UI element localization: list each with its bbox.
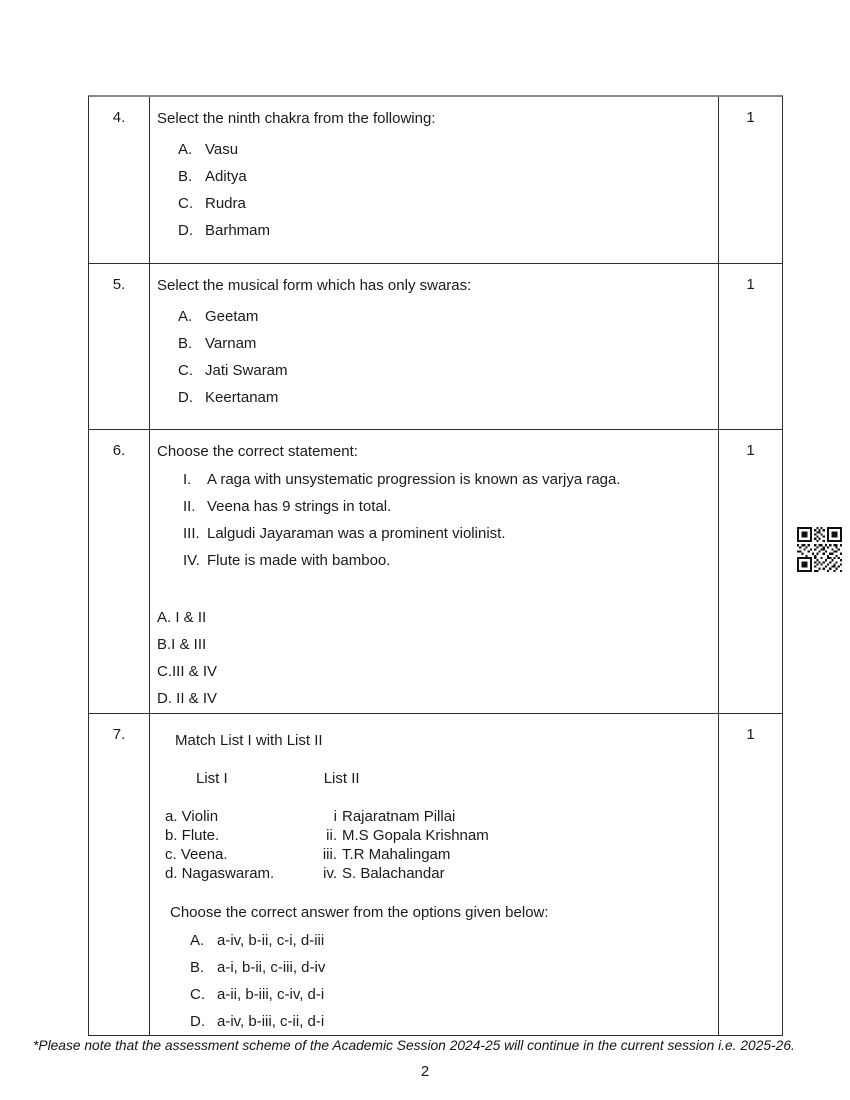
option-row (178, 168, 708, 186)
pair-left: c. Veena. (165, 846, 228, 863)
qr-code-icon (797, 527, 842, 572)
option-letter: B. (178, 335, 193, 352)
marks-value: 1 (718, 264, 782, 429)
option-letter: D. (178, 222, 193, 239)
answer-option: C.III & IV (157, 663, 218, 680)
question-content (150, 264, 718, 429)
option-letter: B. (178, 168, 193, 185)
option-letter: D. (178, 389, 193, 406)
question-number: 6. (89, 430, 150, 713)
statement-numeral: I. (183, 471, 192, 488)
statement-numeral: II. (183, 498, 196, 515)
question-row-6 (89, 430, 782, 714)
question-number: 7. (89, 714, 150, 1035)
instruction-text: Choose the correct answer from the options given below: (170, 904, 549, 921)
option-text: a-i, b-ii, c-iii, d-iv (217, 959, 326, 976)
list-headers (196, 770, 708, 788)
statement-row (183, 525, 708, 543)
statement-text: A raga with unsystematic progression is known as varjya raga. (207, 471, 621, 488)
marks-value: 1 (718, 714, 782, 1035)
option-row (190, 1013, 708, 1031)
option-letter: C. (190, 986, 205, 1003)
question-number: 4. (89, 97, 150, 263)
option-text: Rudra (205, 195, 246, 212)
statement-row (183, 498, 708, 516)
question-title: Select the ninth chakra from the following: (157, 110, 436, 127)
list1-header: List I (196, 770, 228, 787)
question-row-4 (89, 97, 782, 264)
answer-option: A. I & II (157, 609, 207, 626)
marks-value: 1 (718, 430, 782, 713)
match-pair (165, 864, 708, 883)
question-row-5 (89, 264, 782, 430)
marks-value: 1 (718, 97, 782, 263)
pair-name: S. Balachandar (342, 865, 445, 882)
pair-left: d. Nagaswaram. (165, 865, 275, 882)
option-letter: A. (190, 932, 205, 949)
match-pair (165, 845, 708, 864)
option-row (178, 335, 708, 353)
option-text: Jati Swaram (205, 362, 288, 379)
statement-numeral: III. (183, 525, 200, 542)
list2-header: List II (323, 770, 360, 787)
question-content (150, 97, 718, 263)
option-letter: D. (190, 1013, 205, 1030)
option-text: a-iv, b-iii, c-ii, d-i (217, 1013, 325, 1030)
question-title: Select the musical form which has only swaras: (157, 277, 472, 294)
pair-roman: iv. (323, 865, 337, 882)
option-letter: A. (178, 308, 193, 325)
option-letter: B. (190, 959, 205, 976)
option-row (190, 986, 708, 1004)
statement-row (183, 471, 708, 489)
pair-left: a. Violin (165, 808, 219, 825)
option-letter: A. (178, 141, 193, 158)
question-title: Choose the correct statement: (157, 443, 358, 460)
option-text: Geetam (205, 308, 259, 325)
option-letter: C. (178, 362, 193, 379)
footnote: *Please note that the assessment scheme of the Academic Session 2024-25 will continue in the current session i.e. 2025-26. (33, 1038, 795, 1053)
question-title: Match List I with List II (175, 732, 323, 749)
answer-option: B.I & III (157, 636, 207, 653)
option-row (178, 195, 708, 213)
match-pairs (165, 807, 708, 883)
option-text: Keertanam (205, 389, 279, 406)
statement-numeral: IV. (183, 552, 200, 569)
option-text: Barhmam (205, 222, 271, 239)
pair-name: T.R Mahalingam (342, 846, 451, 863)
question-table (88, 95, 783, 1036)
question-number: 5. (89, 264, 150, 429)
option-row (190, 959, 708, 977)
statement-text: Lalgudi Jayaraman was a prominent violinist. (207, 525, 506, 542)
option-row (190, 932, 708, 950)
option-text: a-iv, b-ii, c-i, d-iii (217, 932, 325, 949)
option-letter: C. (178, 195, 193, 212)
pair-roman: i (333, 808, 337, 825)
pair-name: Rajaratnam Pillai (342, 808, 456, 825)
option-text: Aditya (205, 168, 247, 185)
option-text: Varnam (205, 335, 257, 352)
statement-text: Veena has 9 strings in total. (207, 498, 392, 515)
statement-row (183, 552, 708, 570)
option-row (178, 362, 708, 380)
question-content (150, 714, 718, 1035)
answer-option: D. II & IV (157, 690, 218, 707)
option-text: Vasu (205, 141, 239, 158)
option-row (178, 308, 708, 326)
statement-text: Flute is made with bamboo. (207, 552, 391, 569)
pair-roman: iii. (322, 846, 337, 863)
option-row (178, 141, 708, 159)
option-row (178, 222, 708, 240)
match-pair (165, 807, 708, 826)
pair-left: b. Flute. (165, 827, 220, 844)
option-text: a-ii, b-iii, c-iv, d-i (217, 986, 325, 1003)
question-row-7 (89, 714, 782, 1036)
question-content (150, 430, 718, 713)
page-number: 2 (420, 1063, 430, 1080)
option-row (178, 389, 708, 407)
match-pair (165, 826, 708, 845)
pair-name: M.S Gopala Krishnam (342, 827, 489, 844)
pair-roman: ii. (326, 827, 337, 844)
